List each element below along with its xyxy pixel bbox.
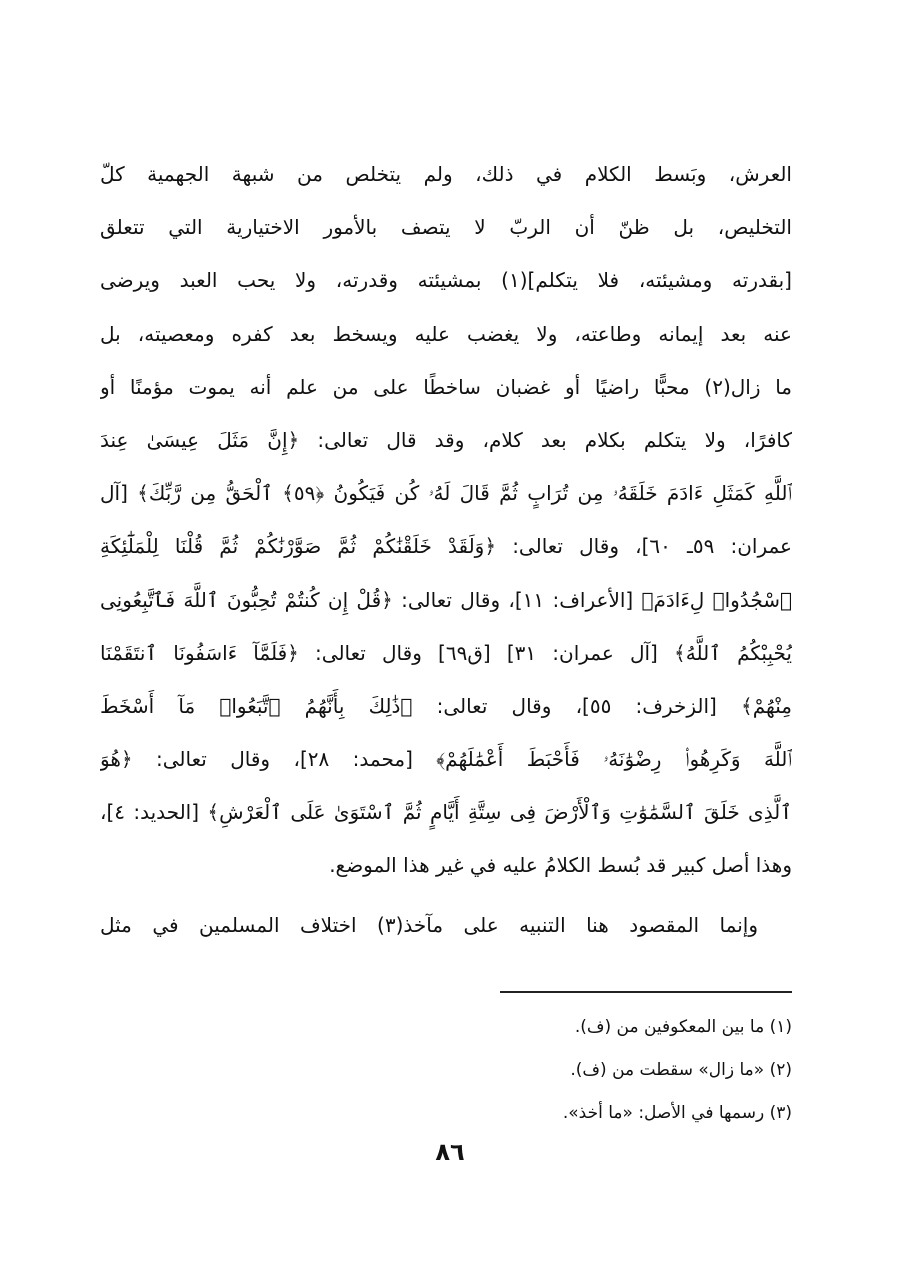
- text-line: ما زال(٢) محبًّا راضيًا أو غضبان ساخطًا على من علم أنه يموت مؤمنًا أو: [100, 374, 792, 399]
- text-line: ٱللَّهَ وَكَرِهُوا۟ رِضْوَٰنَهُۥ فَأَحْبَطَ أَعْمَٰلَهُمْ﴾ [محمد: ٢٨]، وقال تعالى: ﴿هُوَ: [100, 747, 792, 772]
- text-line: كافرًا، ولا يتكلم بكلام بعد كلام، وقد قال تعالى: ﴿إِنَّ مَثَلَ عِيسَىٰ عِندَ: [100, 427, 792, 452]
- text-line: العرش، وبَسط الكلام في ذلك، ولم يتخلص من شبهة الجهمية كلّ: [100, 162, 792, 186]
- text-line: ٱللَّهِ كَمَثَلِ ءَادَمَ خَلَقَهُۥ مِن تُرَابٍ ثُمَّ قَالَ لَهُۥ كُن فَيَكُونُ ﴿٥٩﴾ ٱلْحَقُّ مِن رَّبِّكَ﴾ [آل: [100, 481, 792, 506]
- text-line: ٱلَّذِى خَلَقَ ٱلسَّمَٰوَٰتِ وَٱلْأَرْضَ فِى سِتَّةِ أَيَّامٍ ثُمَّ ٱسْتَوَىٰ عَلَى ٱلْعَرْشِ﴾ [الحديد: ٤]،: [100, 800, 792, 825]
- footnote-3: (٣) رسمها في الأصل: «ما أخذ».: [562, 1103, 792, 1123]
- text-line: يُحْبِبْكُمُ ٱللَّهُ﴾ [آل عمران: ٣١] [ق٦٩] وقال تعالى: ﴿فَلَمَّآ ءَاسَفُونَا ٱنتَقَمْنَا: [100, 640, 792, 665]
- text-line: عنه بعد إيمانه وطاعته، ولا يغضب عليه ويسخط بعد كفره ومعصيته، بل: [100, 321, 792, 346]
- text-line: عمران: ٥٩ـ ٦٠]، وقال تعالى: ﴿وَلَقَدْ خَلَقْنَٰكُمْ ثُمَّ صَوَّرْنَٰكُمْ ثُمَّ قُلْنَا لِلْمَلَٰٓئِكَةِ: [100, 534, 792, 559]
- page-number: ٨٦: [435, 1138, 465, 1166]
- text-line: مِنْهُمْ﴾ [الزخرف: ٥٥]، وقال تعالى: ﴿ذَٰلِكَ بِأَنَّهُمُ ٱتَّبَعُوا۟ مَآ أَسْخَطَ: [100, 693, 792, 718]
- footnotes: [300, 1006, 792, 1135]
- footnote-separator: [500, 991, 792, 993]
- main-text: [100, 148, 792, 952]
- text-line: [بقدرته ومشيئته، فلا يتكلم](١) بمشيئته وقدرته، ولا يحب العبد ويرضى: [100, 268, 792, 293]
- footnote-2: (٢) «ما زال» سقطت من (ف).: [570, 1060, 792, 1080]
- footnote-1: (١) ما بين المعكوفين من (ف).: [574, 1017, 792, 1037]
- text-line: ٱسْجُدُوا۟ لِءَادَمَ﴾ [الأعراف: ١١]، وقال تعالى: ﴿قُلْ إِن كُنتُمْ تُحِبُّونَ ٱللَّهَ فَٱتَّبِعُونِى: [100, 587, 792, 612]
- text-line: التخليص، بل ظنّ أن الربّ لا يتصف بالأمور الاختيارية التي تتعلق: [100, 215, 792, 240]
- paragraph-end-line: وهذا أصل كبير قد بُسط الكلامُ عليه في غير هذا الموضع.: [329, 853, 792, 878]
- paragraph-start-line: وإنما المقصود هنا التنبيه على مآخذ(٣) اختلاف المسلمين في مثل: [100, 912, 758, 937]
